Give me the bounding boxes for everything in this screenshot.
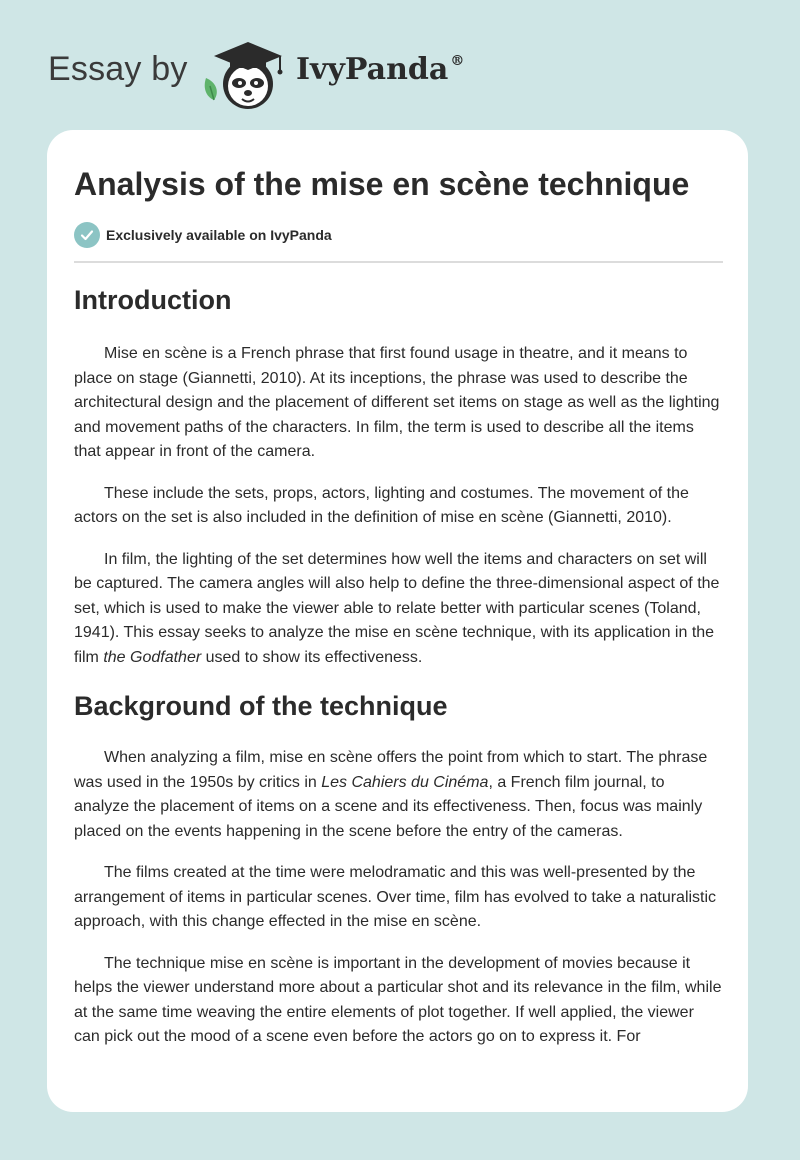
section-heading: Introduction	[74, 285, 232, 315]
exclusive-label: Exclusively available on IvyPanda	[106, 227, 332, 243]
essay-card	[47, 130, 748, 1112]
paragraph: In film, the lighting of the set determines how well the items and characters on set will be captured. The camera angles will also help to define the three-dimensional aspect of the set, which is used to make the viewer able to relate better with particular scenes (Toland, 1941). This essay seeks to analyze the mise en scène technique, with its application in the film the Godfather used to show its effectiveness.	[74, 550, 720, 666]
paragraph: These include the sets, props, actors, lighting and costumes. The movement of the actors on the set is also included in the definition of mise en scène (Giannetti, 2010).	[74, 484, 689, 526]
exclusive-badge	[74, 222, 332, 248]
paragraph: Mise en scène is a French phrase that first found usage in theatre, and it means to place on stage (Giannetti, 2010). At its inceptions, the phrase was used to describe the architectural design and the placement of different set items on stage as well as the lighting and movement paths of the characters. In film, the term is used to describe all the items that appear in front of the camera.	[74, 345, 720, 460]
page-title: Analysis of the mise en scène technique	[74, 166, 690, 202]
section-heading: Background of the technique	[74, 691, 448, 721]
paragraph: The films created at the time were melodramatic and this was well-presented by the arrangement of items in particular scenes. Over time, film has evolved to take a naturalistic approach, with this change effected in the mise en scène.	[74, 864, 717, 930]
journal-title: Les Cahiers du Cinéma	[321, 773, 489, 791]
paragraph: When analyzing a film, mise en scène offers the point from which to start. The phrase was used in the 1950s by critics in Les Cahiers du Cinéma, a French film journal, to analyze the placement of items on a scene and its effectiveness. Then, focus was mainly placed on the events happening in the scene before the entry of the cameras.	[74, 749, 708, 840]
brand-name[interactable]: IvyPanda ®	[296, 52, 465, 87]
film-title: the Godfather	[103, 648, 202, 666]
divider	[74, 261, 723, 263]
paragraph: The technique mise en scène is important in the development of movies because it helps the viewer understand more about a particular shot and its relevance in the film, while at the same time weaving the entire elements of plot together. If well applied, the viewer can pick out the mood of a scene even before the actors go on to express it. For	[74, 954, 722, 1045]
check-icon	[74, 222, 100, 248]
panda-graduate-icon[interactable]	[200, 34, 292, 110]
brand-prefix: Essay by	[48, 50, 188, 88]
essay-body	[74, 282, 723, 1067]
registered-mark: ®	[450, 53, 465, 69]
site-header	[0, 0, 800, 130]
